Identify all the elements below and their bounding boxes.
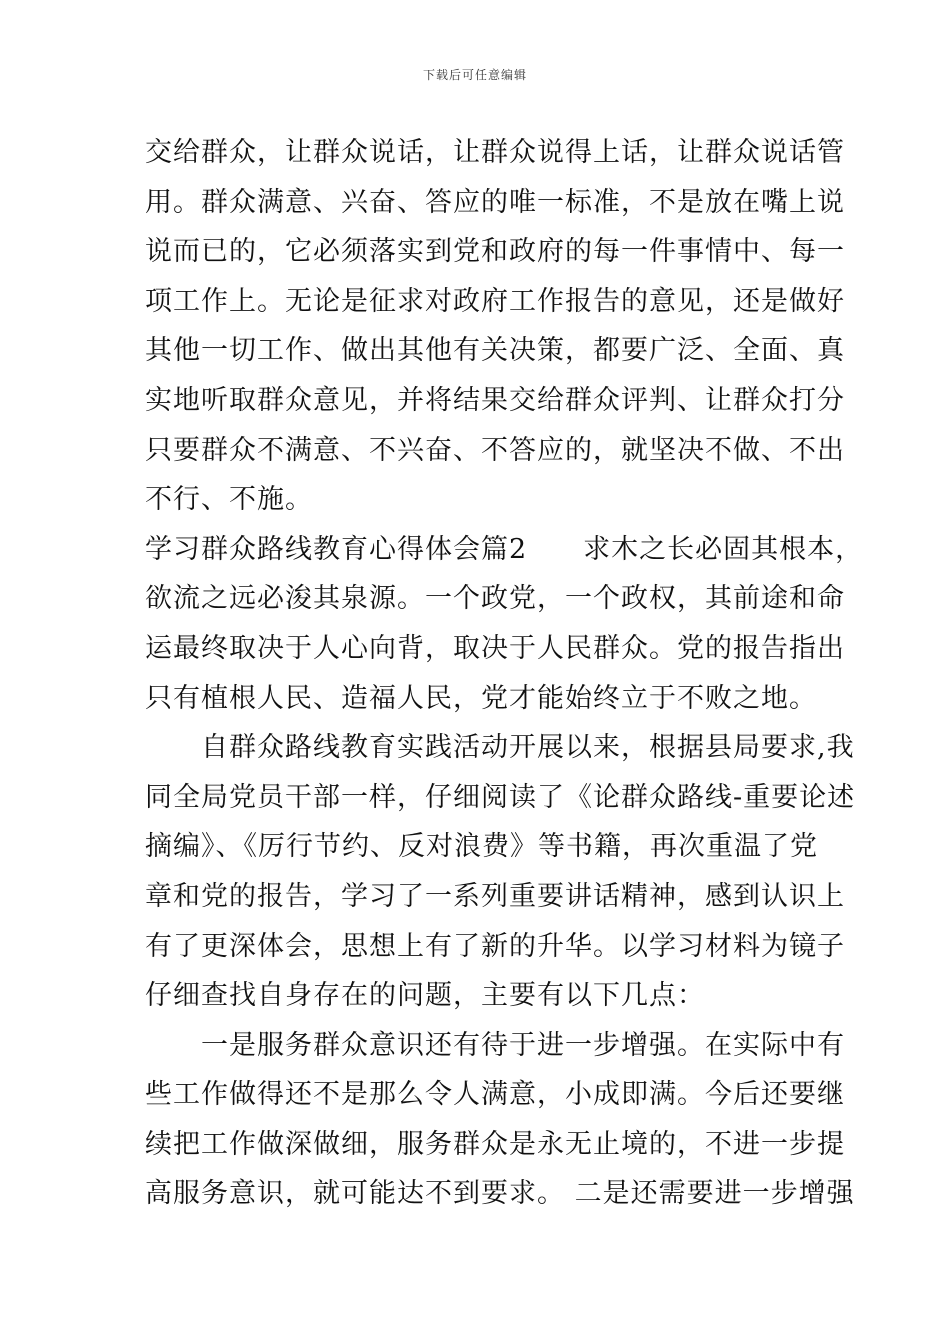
text-line: 只有植根人民、造福人民，党才能始终立于不败之地。 — [145, 682, 817, 714]
text-line: 章和党的报告，学习了一系列重要讲话精神，感到认识上 — [145, 880, 845, 912]
text-line: 些工作做得还不是那么令人满意，小成即满。今后还要继 — [145, 1079, 845, 1111]
text-line: 实地听取群众意见，并将结果交给群众评判、让群众打分 — [145, 384, 845, 416]
text-line: 只要群众不满意、不兴奋、不答应的，就坚决不做、不出 — [145, 434, 845, 466]
text-line: 自群众路线教育实践活动开展以来，根据县局要求,我 — [145, 732, 855, 764]
text-line: 欲流之远必浚其泉源。一个政党，一个政权，其前途和命 — [145, 583, 845, 615]
text-line: 摘编》、《厉行节约、反对浪费》等书籍，再次重温了党 — [145, 831, 818, 863]
text-line: 用。群众满意、兴奋、答应的唯一标准，不是放在嘴上说 — [145, 186, 845, 218]
text-line: 续把工作做深做细，服务群众是永无止境的，不进一步提 — [145, 1128, 845, 1160]
text-line: 运最终取决于人心向背，取决于人民群众。党的报告指出 — [145, 632, 845, 664]
text-line: 不行、不施。 — [145, 484, 313, 516]
text-line: 高服务意识，就可能达不到要求。 二是还需要进一步增强 — [145, 1178, 855, 1210]
text-line: 同全局党员干部一样，仔细阅读了《论群众路线-重要论述 — [145, 781, 856, 813]
document-body — [145, 128, 864, 1219]
text-line: 一是服务群众意识还有待于进一步增强。在实际中有 — [145, 1029, 845, 1061]
text-line: 说而已的，它必须落实到党和政府的每一件事情中、每一 — [145, 236, 845, 268]
text-line: 项工作上。无论是征求对政府工作报告的意见，还是做好 — [145, 285, 845, 317]
text-line: 交给群众，让群众说话，让群众说得上话，让群众说话管 — [145, 137, 845, 168]
section-heading-line: 学习群众路线教育心得体会篇2 求木之长必固其根本， — [145, 533, 864, 565]
text-line: 仔细查找自身存在的问题，主要有以下几点： — [145, 980, 705, 1012]
text-line: 其他一切工作、做出其他有关决策，都要广泛、全面、真 — [145, 335, 845, 367]
text-line: 有了更深体会，思想上有了新的升华。以学习材料为镜子 — [145, 930, 845, 962]
page-header-note: 下载后可任意编辑 — [422, 68, 527, 82]
